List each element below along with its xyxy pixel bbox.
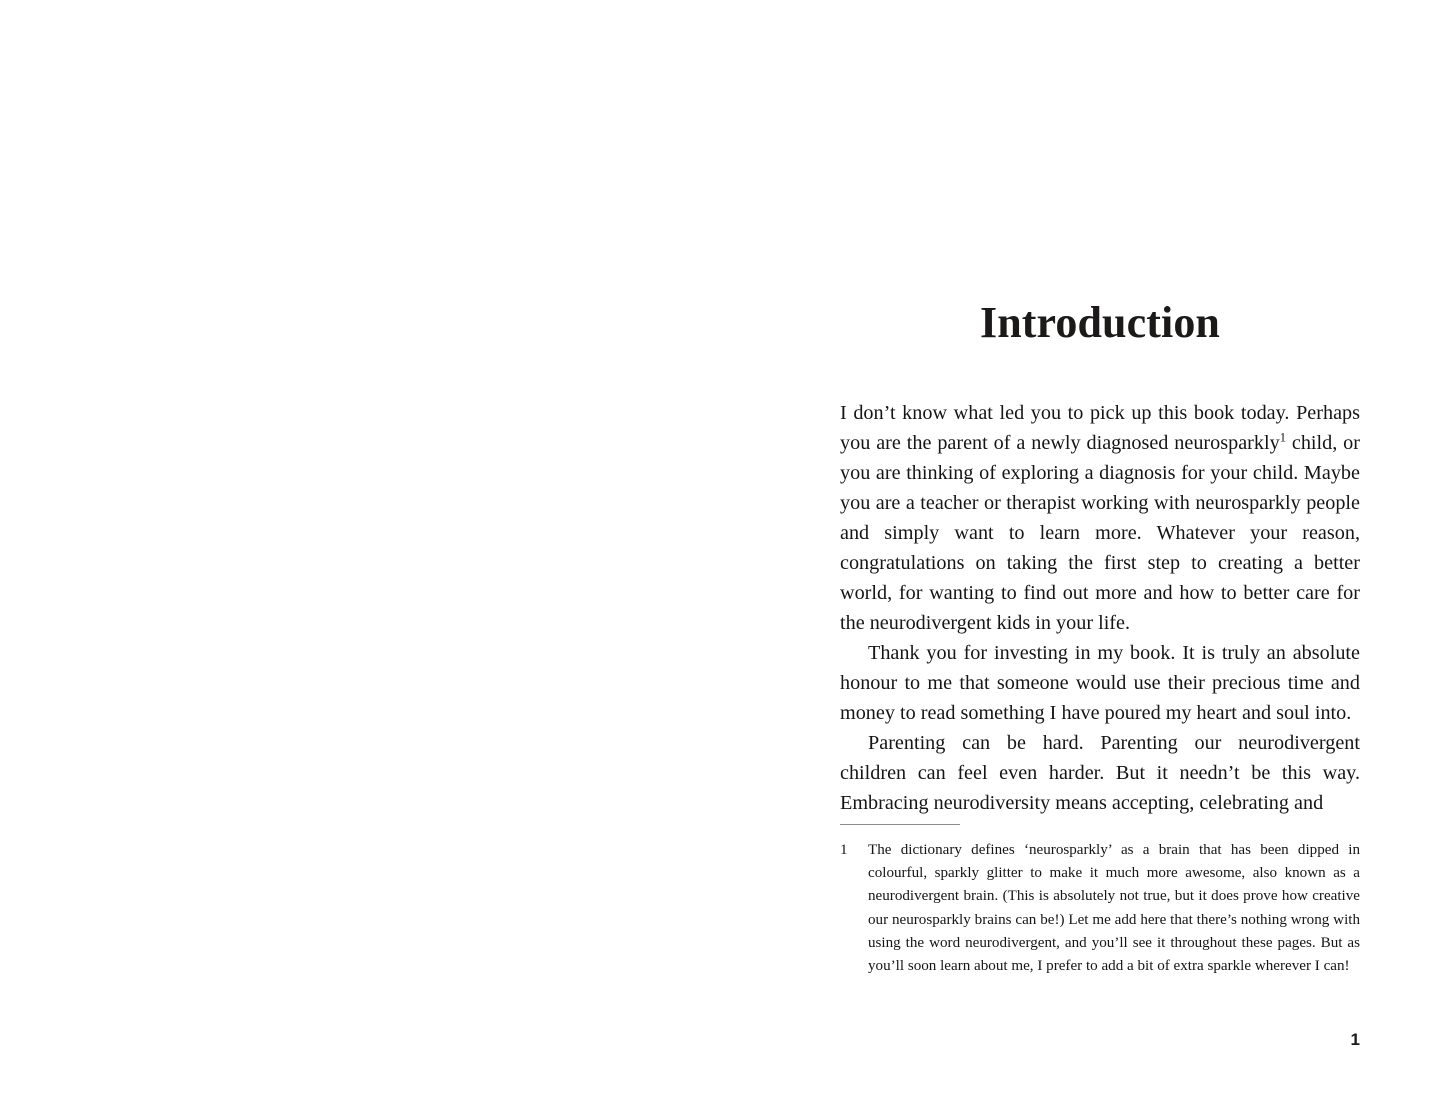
footnote-marker: 1	[840, 842, 848, 858]
footnote-text: The dictionary defines ‘neurosparkly’ as a brain that has been dipped in colourful, sparkly glitter to make it much more awesome, also known as a neurodivergent brain. (This is absolutely not true, but it does prove how creative our neurosparkly brains can be!) Let me add here that there’s nothing wrong with using the word neurodivergent, and you’ll see it throughout these pages. But as you’ll soon learn about me, I prefer to add a bit of extra sparkle wherever I can!	[868, 842, 1360, 975]
footnote-area	[840, 824, 1360, 978]
paragraph-1-text-before-ref: I don’t know what led you to pick up this book today. Perhaps you are the parent of a newly diagnosed neurosparkly	[840, 402, 1360, 454]
chapter-title: Introduction	[980, 298, 1220, 348]
paragraph-1	[840, 398, 1360, 638]
footnote-reference-1[interactable]: 1	[1279, 430, 1286, 445]
type-area	[840, 0, 1360, 1105]
recto-page	[722, 0, 1445, 1105]
paragraph-2: Thank you for investing in my book. It is truly an absolute honour to me that someone would use their precious time and money to read something I have poured my heart and soul into.	[840, 642, 1360, 724]
paragraph-3: Parenting can be hard. Parenting our neurodivergent children can feel even harder. But it needn’t be this way. Embracing neurodiversity means accepting, celebrating and	[840, 732, 1360, 814]
footnote-separator-rule	[840, 824, 960, 825]
footnote-item	[840, 839, 1360, 978]
body-text-block	[840, 398, 1360, 818]
paragraph-1-text-after-ref: child, or you are thinking of exploring a diagnosis for your child. Maybe you are a teacher or therapist working with neurosparkly people and simply want to learn more. Whatever your reason, congratulations on taking the first step to creating a better world, for wanting to find out more and how to better care for the neurodivergent kids in your life.	[840, 432, 1361, 634]
page-number: 1	[1350, 1030, 1360, 1049]
blank-verso-page	[0, 0, 722, 1105]
